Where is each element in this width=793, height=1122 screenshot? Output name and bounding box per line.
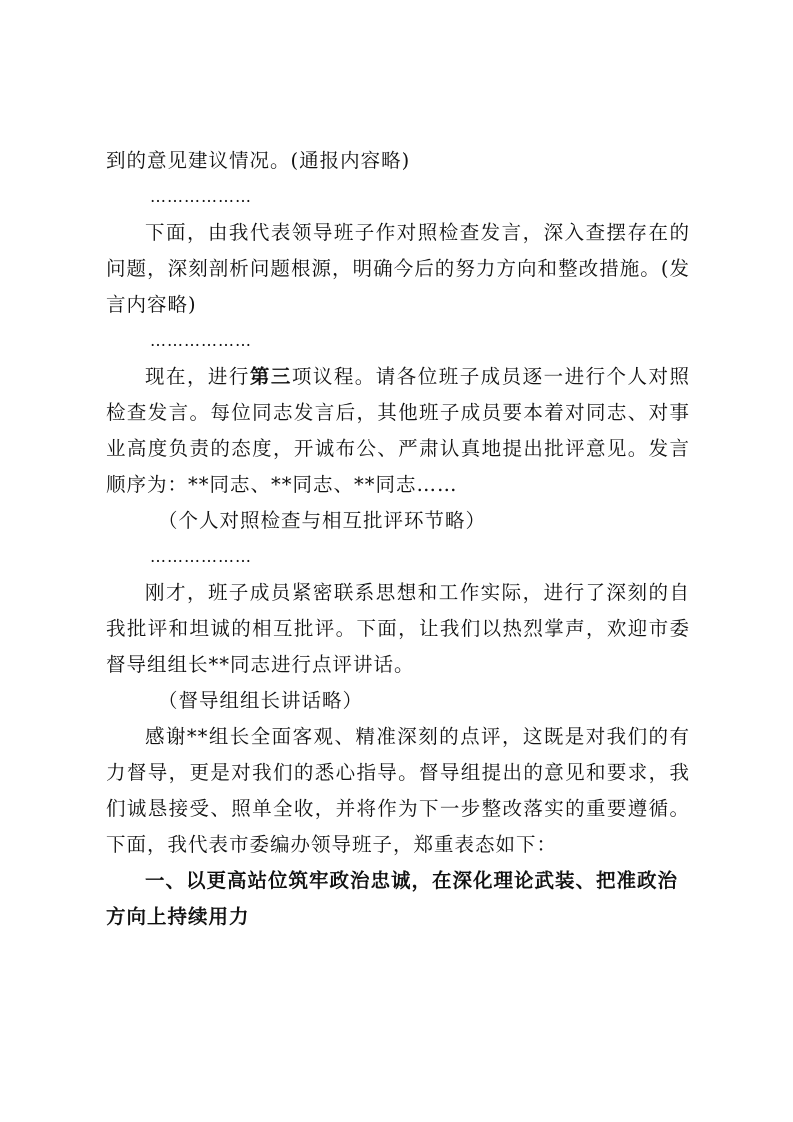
document-body — [106, 143, 690, 935]
paragraph-4: 刚才，班子成员紧密联系思想和工作实际，进行了深刻的自我批评和坦诚的相互批评。下面，让我们以热烈掌声，欢迎市委督导组组长**同志进行点评讲话。 — [106, 581, 690, 676]
ellipsis-separator-1: ……………… — [150, 187, 252, 206]
omitted-note-1: （个人对照检查与相互批评环节略） — [158, 509, 487, 532]
section-heading-1: 一、以更高站位筑牢政治忠诚，在深化理论武装、把准政治方向上持续用力 — [106, 869, 679, 928]
paragraph-1: 到的意见建议情况。(通报内容略) — [106, 149, 411, 172]
paragraph-3-prefix: 现在，进行 — [145, 365, 250, 388]
paragraph-3 — [106, 359, 690, 503]
paragraph-5: 感谢**组长全面客观、精准深刻的点评，这既是对我们的有力督导，更是对我们的悉心指导。督导组提出的意见和要求，我们诚恳接受、照单全收，并将作为下一步整改落实的重要遵循。下面，我代表市委编办领导班子，郑重表态如下： — [106, 725, 690, 856]
paragraph-3-bold: 第三 — [249, 365, 292, 388]
paragraph-3-rest: 项议程。请各位班子成员逐一进行个人对照检查发言。每位同志发言后，其他班子成员要本着对同志、对事业高度负责的态度，开诚布公、严肃认真地提出批评意见。发言顺序为：**同志、**同志、**同志…… — [106, 365, 690, 496]
omitted-note-2: （督导组组长讲话略） — [158, 689, 364, 712]
paragraph-2: 下面，由我代表领导班子作对照检查发言，深入查摆存在的问题，深刻剖析问题根源，明确今后的努力方向和整改措施。(发言内容略) — [106, 221, 690, 316]
ellipsis-separator-2: ……………… — [150, 331, 252, 350]
ellipsis-separator-3: ……………… — [150, 547, 252, 566]
